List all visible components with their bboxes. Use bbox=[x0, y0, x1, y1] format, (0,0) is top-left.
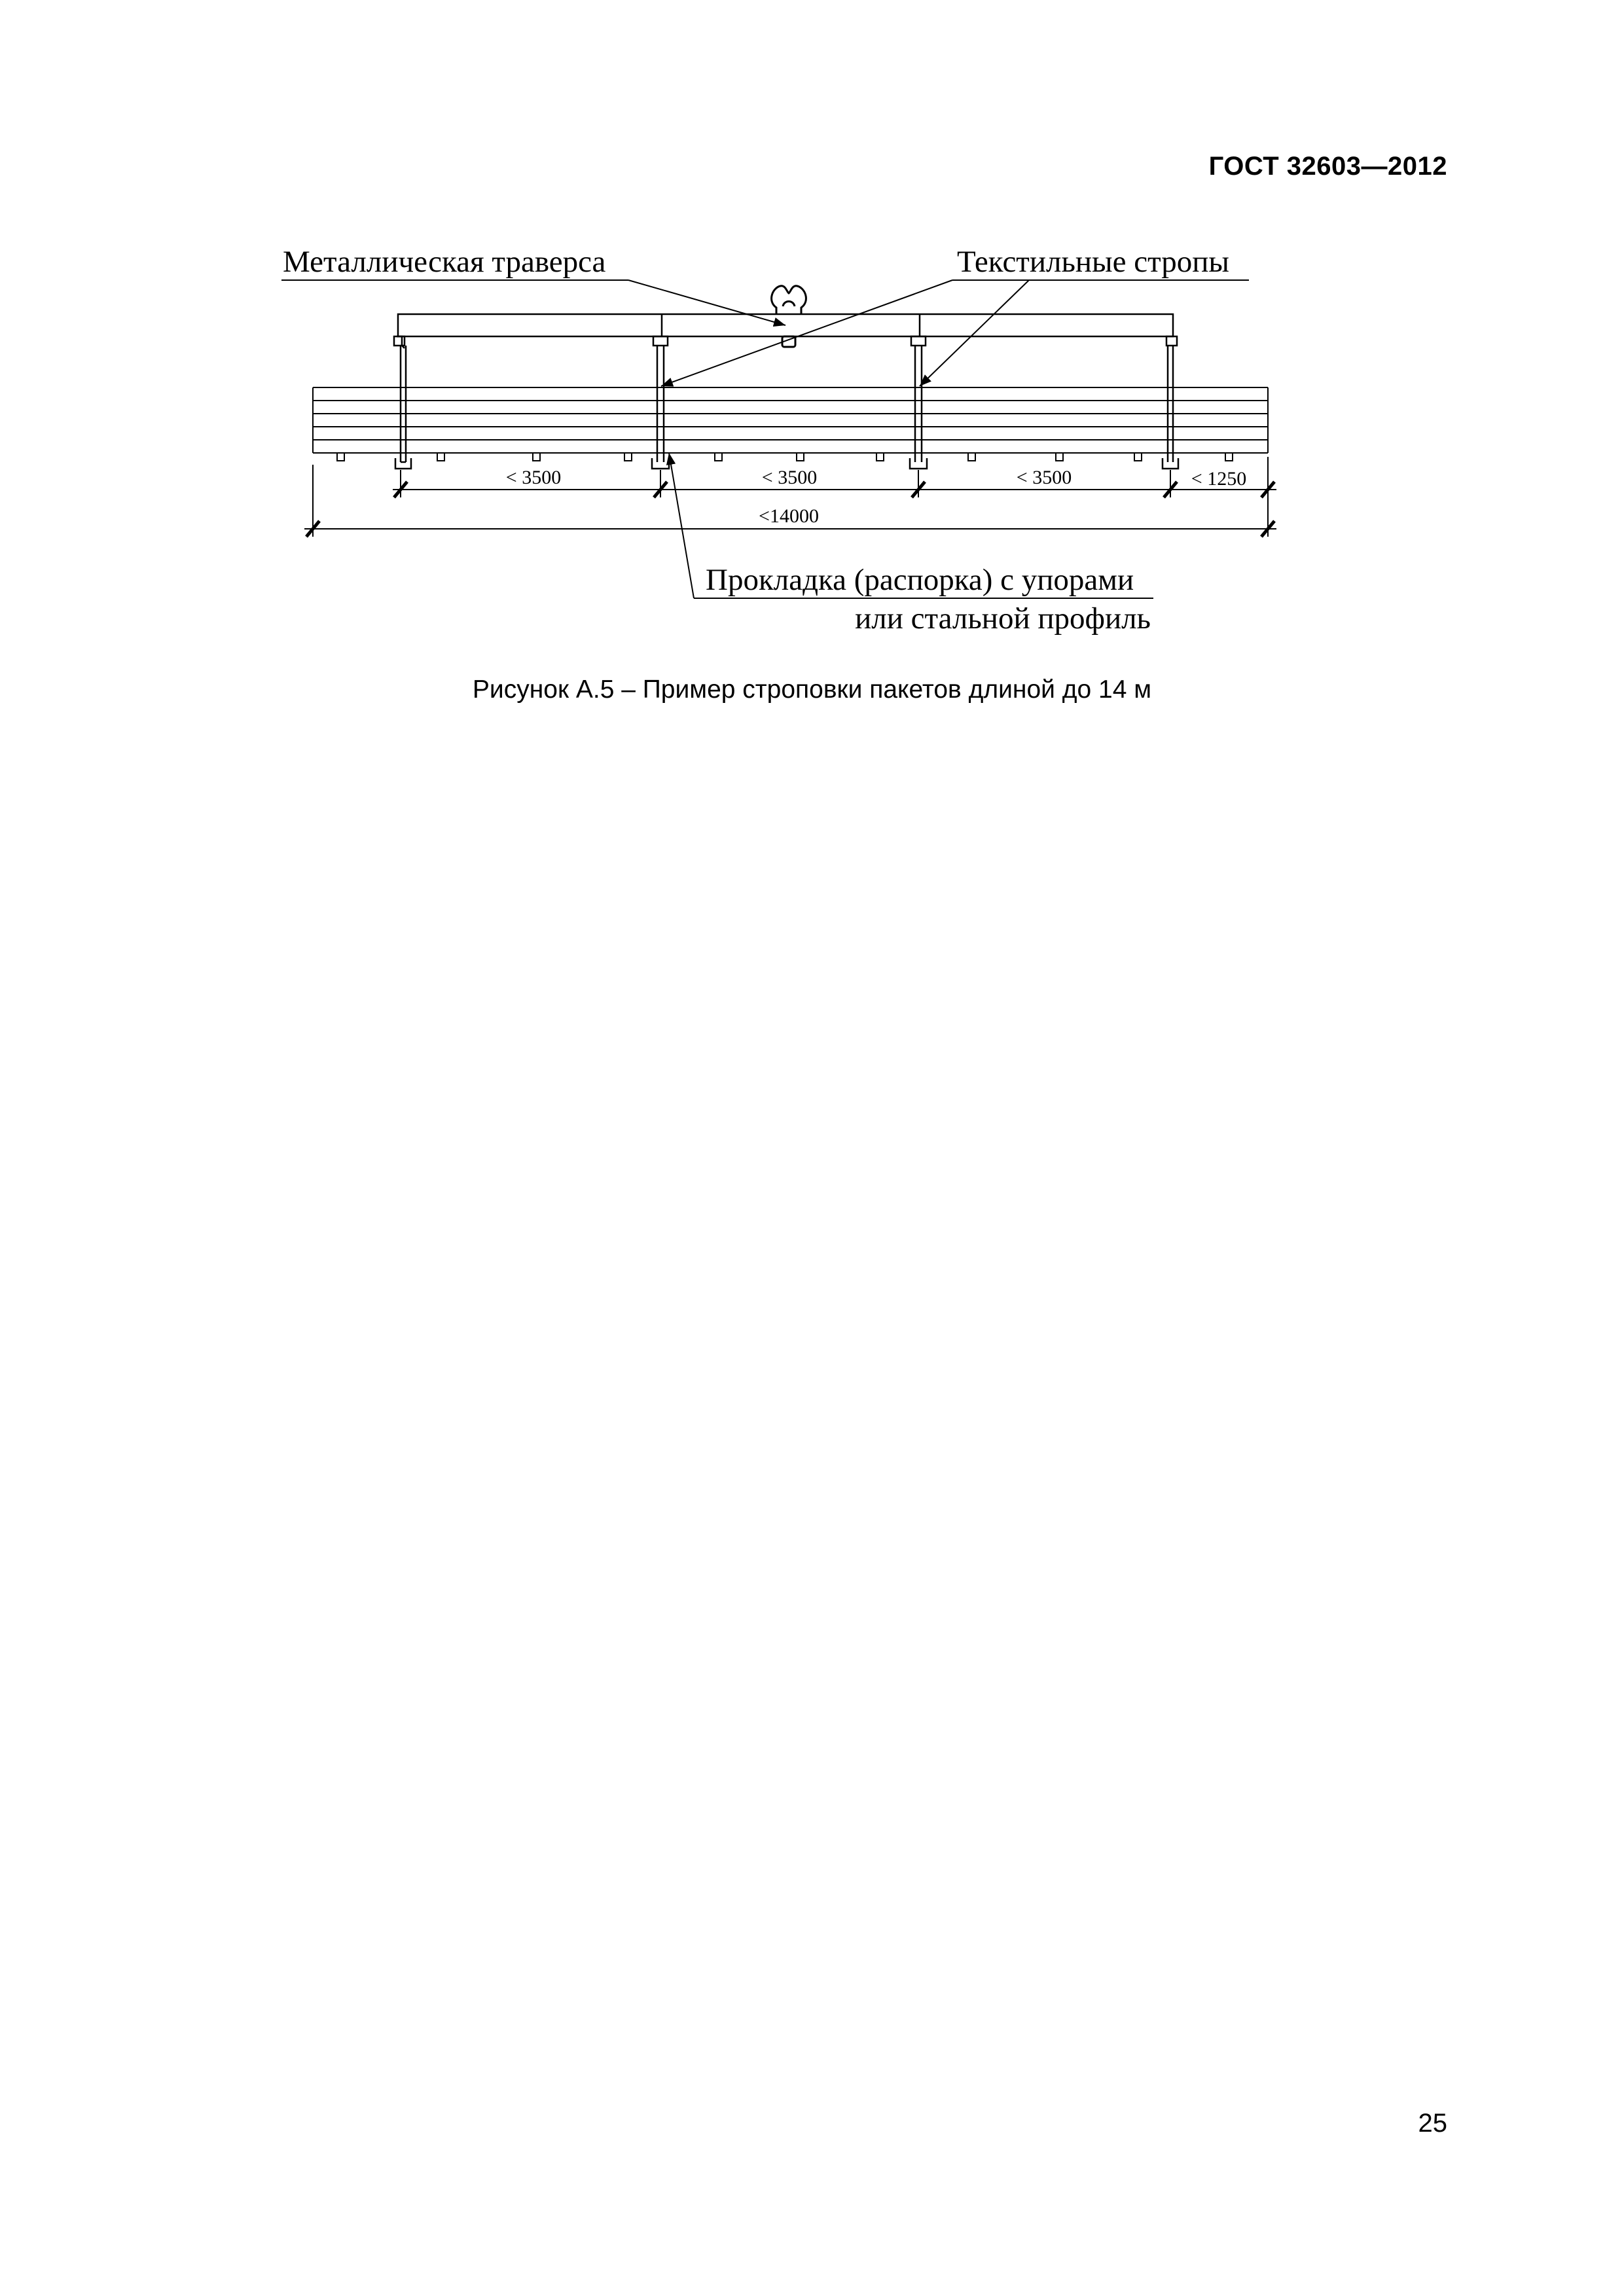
product-bundle bbox=[313, 387, 1268, 453]
dimension-total: <14000 bbox=[759, 505, 819, 527]
dimension-span-3: < 3500 bbox=[1016, 467, 1072, 488]
document-standard-number: ГОСТ 32603—2012 bbox=[1208, 152, 1447, 181]
slinging-figure bbox=[0, 0, 1624, 664]
leader-traverse bbox=[281, 280, 785, 325]
leader-slings bbox=[661, 280, 1249, 386]
page-number: 25 bbox=[1418, 2109, 1447, 2138]
label-slings: Текстильные стропы bbox=[957, 245, 1229, 279]
label-spacer-line2: или стальной профиль bbox=[855, 601, 1151, 636]
lifting-eye-icon bbox=[772, 286, 806, 347]
dimension-span-1: < 3500 bbox=[505, 467, 562, 488]
figure-caption: Рисунок А.5 – Пример строповки пакетов длиной до 14 м bbox=[472, 675, 1152, 704]
label-traverse: Металлическая траверса bbox=[283, 245, 606, 279]
label-spacer-line1: Прокладка (распорка) с упорами bbox=[706, 563, 1134, 597]
support-blocks bbox=[337, 453, 1233, 461]
textile-sling-4 bbox=[1163, 336, 1178, 469]
dimension-overhang: < 1250 bbox=[1191, 468, 1247, 490]
dimension-span-2: < 3500 bbox=[761, 467, 818, 488]
textile-sling-2 bbox=[652, 336, 669, 469]
textile-sling-3 bbox=[910, 336, 927, 469]
textile-sling-1 bbox=[394, 336, 411, 469]
